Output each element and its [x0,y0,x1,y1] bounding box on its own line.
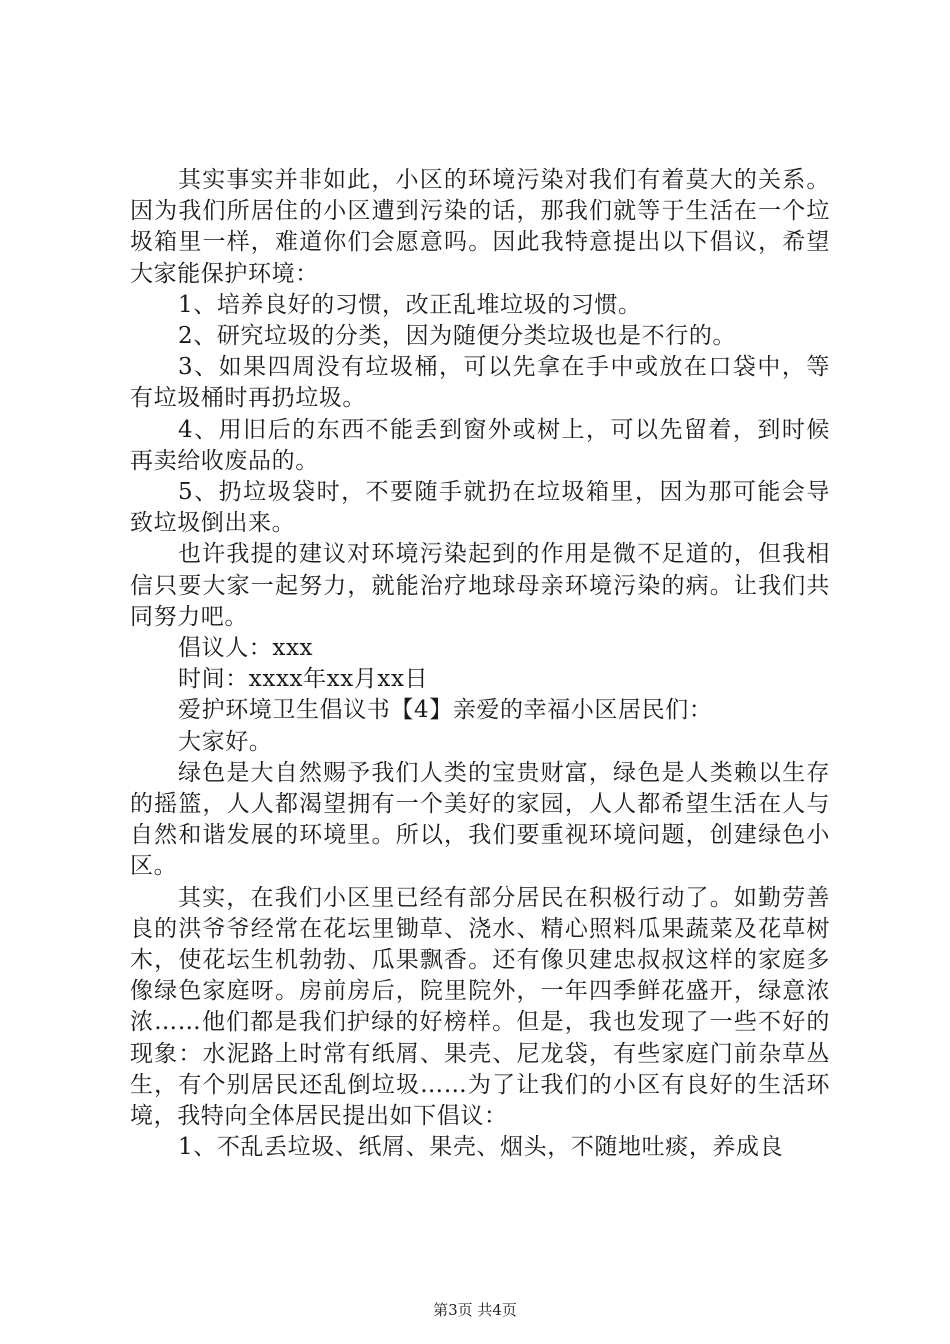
list-item: 4、用旧后的东西不能丢到窗外或树上，可以先留着，到时候再卖给收废品的。 [130,416,830,474]
list-item: 3、如果四周没有垃圾桶，可以先拿在手中或放在口袋中，等有垃圾桶时再扔垃圾。 [130,354,830,412]
signature-line: 倡议人：xxx [178,635,314,662]
greeting: 大家好。 [178,728,273,755]
document-body [130,165,830,1164]
section-heading: 爱护环境卫生倡议书【4】亲爱的幸福小区居民们： [178,697,713,724]
list-item: 5、扔垃圾袋时，不要随手就扔在垃圾箱里，因为那可能会导致垃圾倒出来。 [130,479,830,537]
list-item: 1、不乱丢垃圾、纸屑、果壳、烟头，不随地吐痰，养成良 [178,1134,784,1161]
paragraph: 也许我提的建议对环境污染起到的作用是微不足道的，但我相信只要大家一起努力，就能治疗地球母亲环境污染的病。让我们共同努力吧。 [130,541,830,630]
paragraph: 其实，在我们小区里已经有部分居民在积极行动了。如勤劳善良的洪爷爷经常在花坛里锄草、浇水、精心照料瓜果蔬菜及花草树木，使花坛生机勃勃、瓜果飘香。还有像贝建忠叔叔这样的家庭多像绿色家庭呀。房前房后，院里院外，一年四季鲜花盛开，绿意浓浓……他们都是我们护绿的好榜样。但是，我也发现了一些不好的现象：水泥路上时常有纸屑、果壳、尼龙袋，有些家庭门前杂草丛生，有个别居民还乱倒垃圾……为了让我们的小区有良好的生活环境，我特向全体居民提出如下倡议： [130,884,830,1130]
list-item: 2、研究垃圾的分类，因为随便分类垃圾也是不行的。 [178,323,737,350]
list-item: 1、培养良好的习惯，改正乱堆垃圾的习惯。 [178,291,642,318]
paragraph: 绿色是大自然赐予我们人类的宝贵财富，绿色是人类赖以生存的摇篮，人人都渴望拥有一个美好的家园，人人都希望生活在人与自然和谐发展的环境里。所以，我们要重视环境问题，创建绿色小区。 [130,759,830,880]
page-footer: 第3页 共4页 [433,1301,517,1319]
date-line: 时间：xxxx年xx月xx日 [178,666,429,693]
paragraph: 其实事实并非如此，小区的环境污染对我们有着莫大的关系。因为我们所居住的小区遭到污染的话，那我们就等于生活在一个垃圾箱里一样，难道你们会愿意吗。因此我特意提出以下倡议，希望大家能保护环境： [130,167,830,287]
